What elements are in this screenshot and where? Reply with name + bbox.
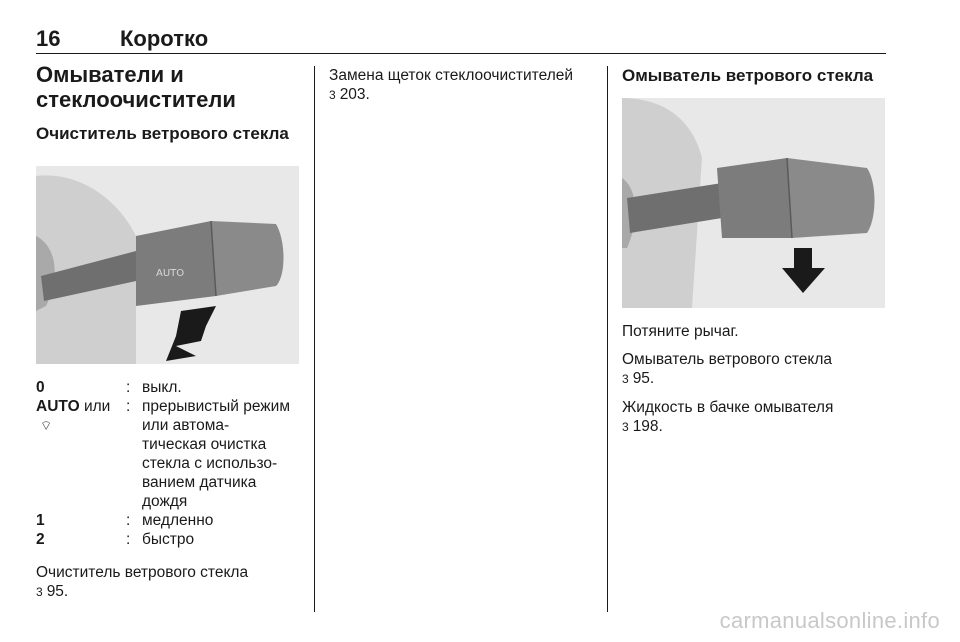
- list-item: 0 : выкл.: [36, 378, 301, 397]
- list-item: AUTO или ⌔ : прерывистый режим или автома-тическая очистка стекла с использо-ванием датчика дождя: [36, 398, 290, 510]
- position-term: 1: [36, 512, 45, 529]
- cross-reference: Омыватель ветрового стекла 3 95.: [622, 351, 832, 387]
- switch-positions-list: [36, 378, 301, 549]
- chapter-title: Коротко: [120, 26, 209, 51]
- ref-page: 198.: [632, 418, 663, 435]
- column-1: [36, 62, 301, 602]
- page-number: 16: [36, 26, 61, 51]
- page-ref-icon: 3: [622, 372, 629, 386]
- column-divider-1: [314, 66, 315, 612]
- list-item: 2 : быстро: [36, 530, 301, 549]
- header-rule: [36, 53, 886, 54]
- wiper-lever-illustration: [36, 166, 299, 364]
- subsection-title: Очиститель ветрового стекла: [36, 124, 289, 143]
- list-item: 1 : медленно: [36, 511, 301, 530]
- site-watermark: carmanualsonline.info: [719, 608, 940, 633]
- page-header: [36, 26, 886, 52]
- position-def: быстро: [142, 531, 195, 548]
- svg-text:AUTO: AUTO: [156, 268, 185, 279]
- column-2: [329, 66, 594, 105]
- ref-page: 95.: [632, 370, 655, 387]
- or-text: или: [79, 398, 111, 415]
- position-term: 0: [36, 379, 45, 396]
- cross-reference: Замена щеток стеклоочистителей 3 203.: [329, 67, 574, 103]
- position-def: медленно: [142, 512, 214, 529]
- column-divider-2: [607, 66, 608, 612]
- page-ref-icon: 3: [36, 585, 43, 599]
- ref-page: 203.: [339, 86, 370, 103]
- position-term: 2: [36, 531, 45, 548]
- section-title: Омыватели и стеклоочистители: [36, 62, 236, 112]
- page-ref-icon: 3: [329, 88, 336, 102]
- cross-reference: Жидкость в бачке омывателя 3 198.: [622, 399, 834, 435]
- cross-reference: Очиститель ветрового стекла 3 95.: [36, 564, 249, 600]
- washer-lever-illustration: [622, 98, 885, 308]
- section-title: Омыватель ветрового стекла: [622, 66, 874, 85]
- position-def: выкл.: [142, 379, 182, 396]
- ref-page: 95.: [46, 583, 69, 600]
- page-ref-icon: 3: [622, 420, 629, 434]
- position-term: AUTO: [36, 398, 80, 415]
- instruction-text: Потяните рычаг.: [622, 323, 739, 340]
- position-def: прерывистый режим или автома-тическая очистка стекла с использо-ванием датчика дождя: [142, 398, 290, 510]
- rain-sensor-icon: ⌔: [40, 418, 53, 433]
- column-3: [622, 66, 887, 437]
